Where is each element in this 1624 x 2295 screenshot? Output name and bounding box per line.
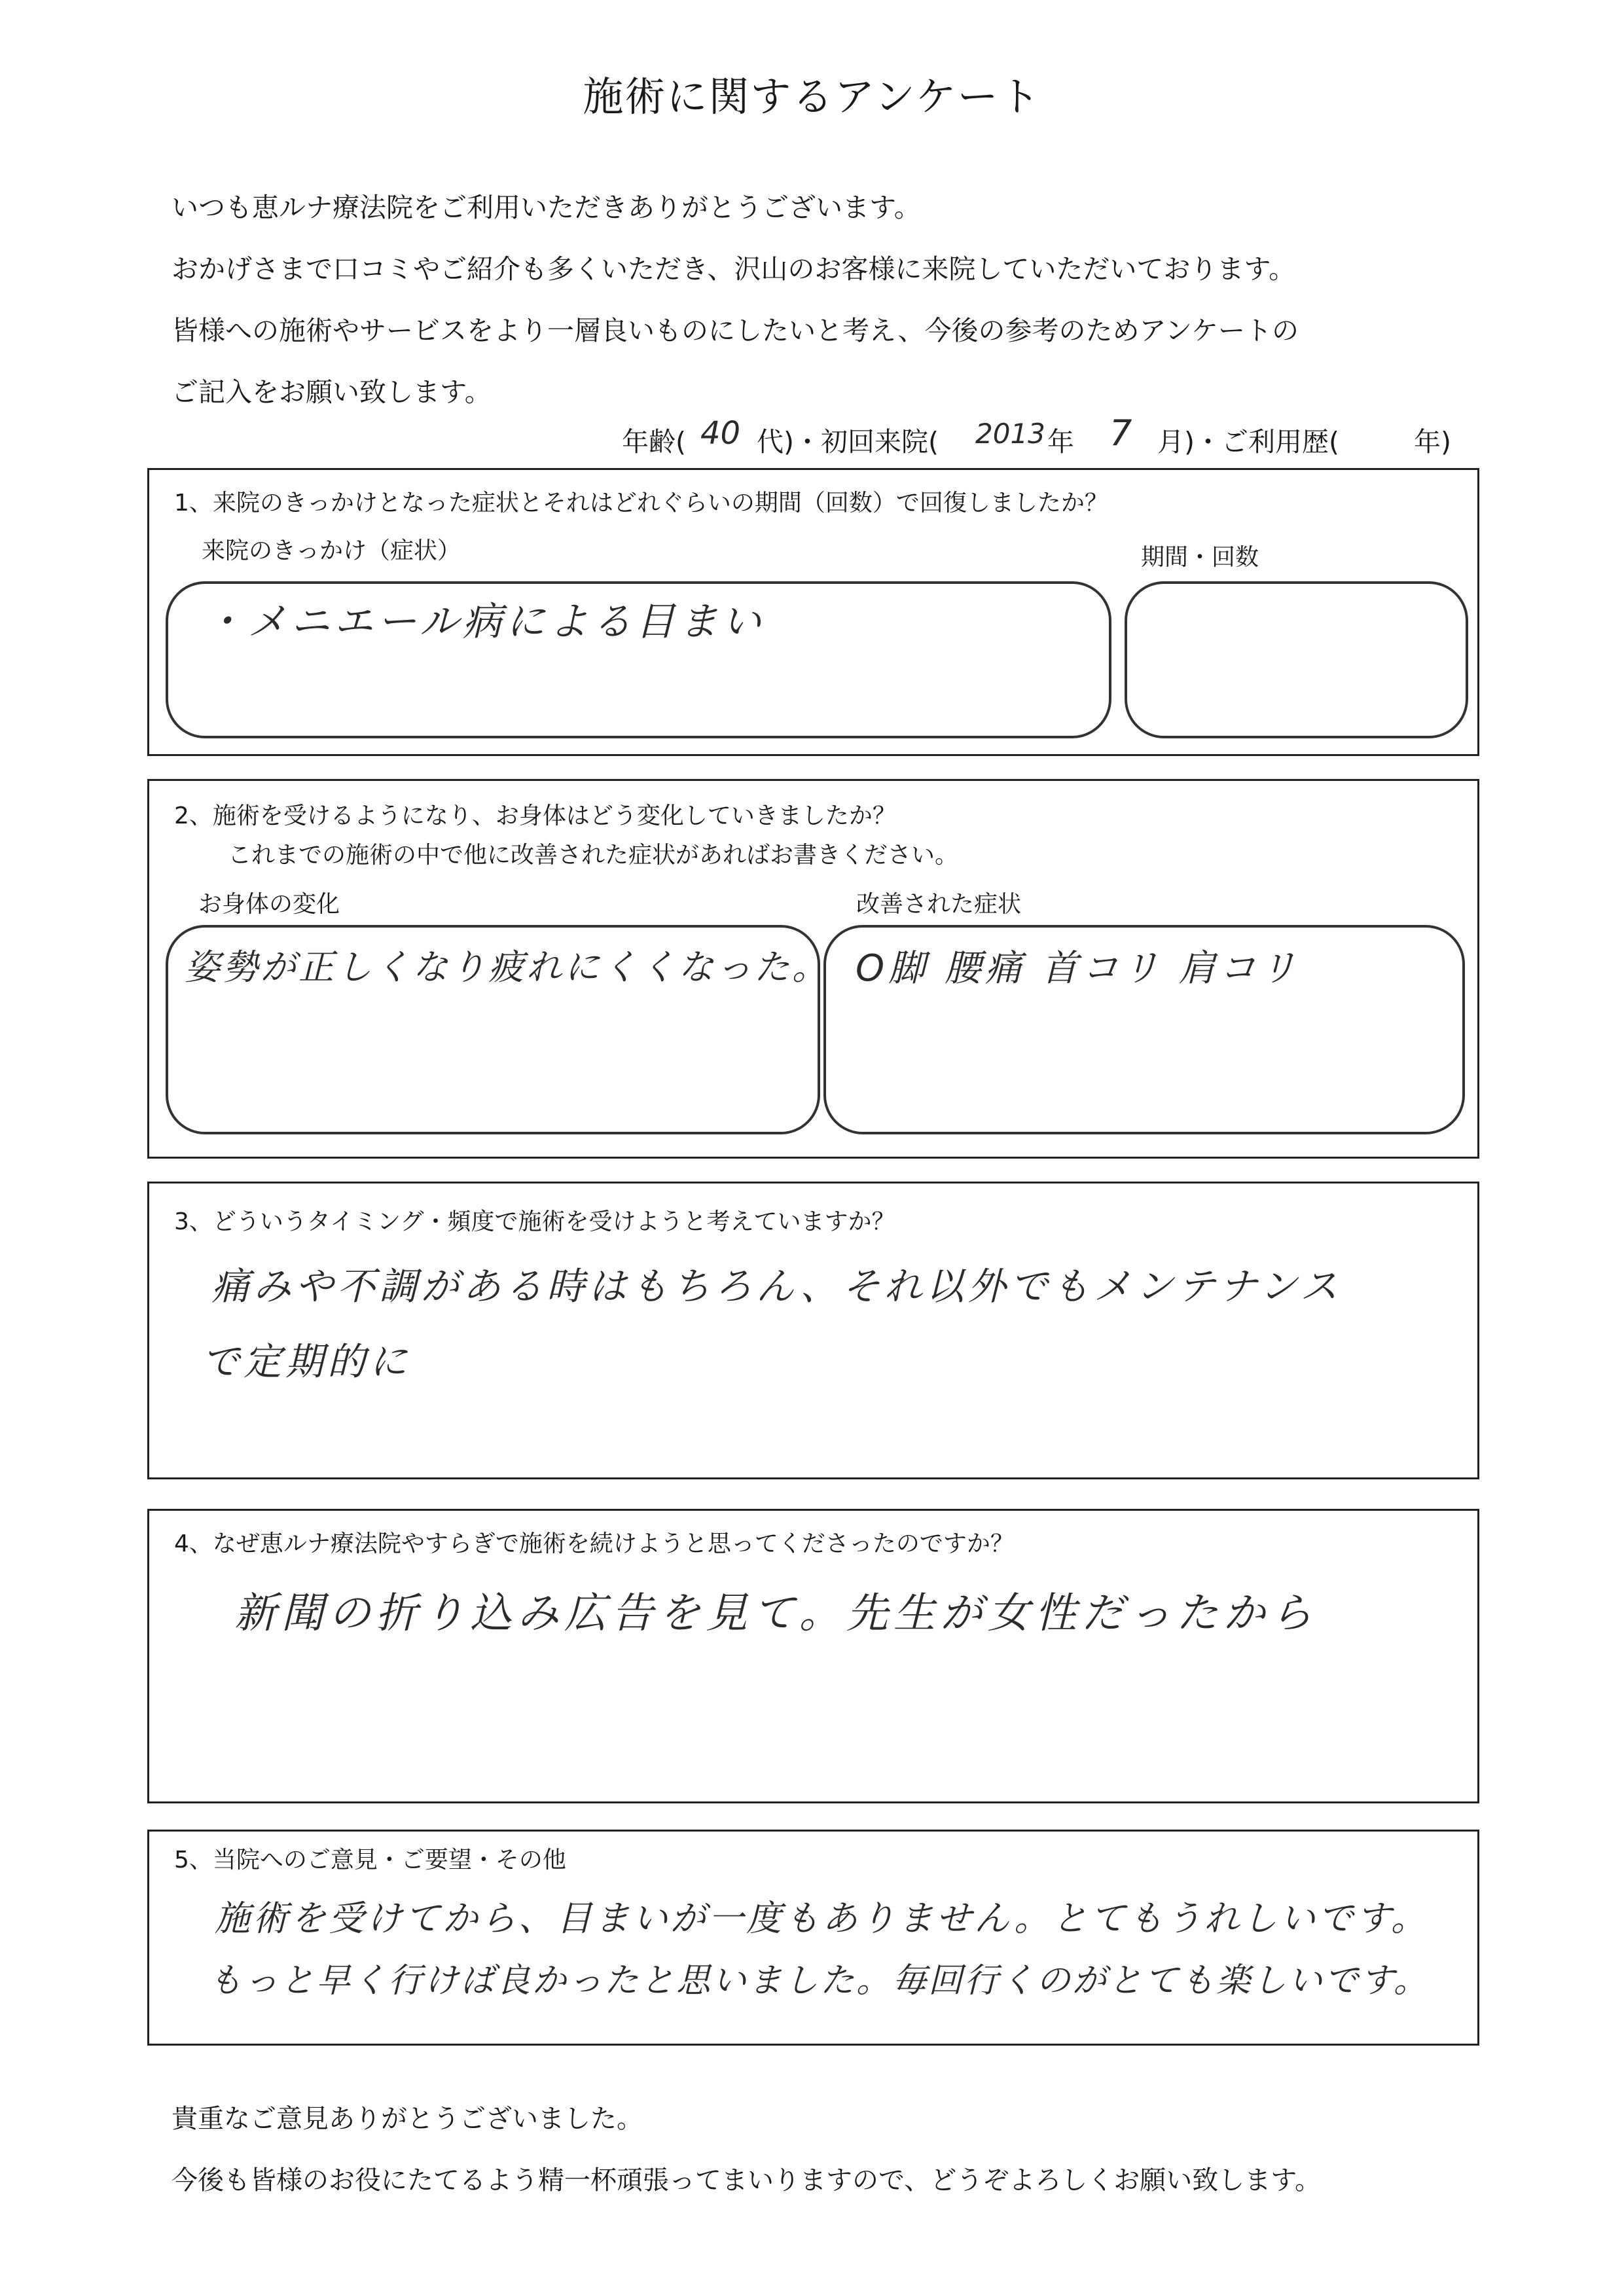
question-3-answer-line2[interactable]: で定期的に <box>202 1339 412 1384</box>
page-title: 施術に関するアンケート <box>583 73 1041 120</box>
question-5-answer-line1[interactable]: 施術を受けてから、目まいが一度もありません。とてもうれしいです。 <box>215 1898 1429 1939</box>
body-change-label: お身体の変化 <box>198 891 340 918</box>
age-value[interactable]: 40 <box>700 415 741 452</box>
body-change-field[interactable] <box>166 925 830 1134</box>
intro-line: おかげさまで口コミやご紹介も多くいただき、沢山のお客様に来院していただいております。 <box>171 253 1296 285</box>
intro-text <box>171 177 1299 423</box>
intro-line: 皆様への施術やサービスをより一層良いものにしたいと考え、今後の参考のためアンケートの <box>171 315 1299 346</box>
question-3-text: 3、どういうタイミング・頻度で施術を受けようと考えていますか？ <box>174 1208 895 1235</box>
question-4-text: 4、なぜ恵ルナ療法院やすらぎで施術を続けようと思ってくださったのですか？ <box>174 1530 1014 1557</box>
improved-symptoms-field[interactable] <box>823 925 1465 1134</box>
improved-symptoms-answer: O脚 腰痛 首コリ 肩コリ <box>856 947 1301 990</box>
symptom-label: 来院のきっかけ（症状） <box>202 537 461 564</box>
question-2-text: 2、施術を受けるようになり、お身体はどう変化していきましたか？ <box>174 803 896 829</box>
month-label: 月)・ご利用歴( <box>1157 426 1339 458</box>
period-label: 期間・回数 <box>1141 544 1259 571</box>
intro-line: いつも恵ルナ療法院をご利用いただきありがとうございます。 <box>171 192 921 223</box>
question-4-answer[interactable]: 新聞の折り込み広告を見て。先生が女性だったから <box>234 1589 1318 1638</box>
age-label: 年齢( <box>622 426 686 458</box>
period-field[interactable] <box>1125 581 1468 738</box>
question-2-text-line2: これまでの施術の中で他に改善された症状があればお書きください。 <box>228 842 959 869</box>
question-5-text: 5、当院へのご意見・ご要望・その他 <box>174 1847 566 1873</box>
first-visit-month-value[interactable]: 7 <box>1110 412 1132 454</box>
age-suffix: 代)・初回来院( <box>757 426 939 458</box>
question-3-box <box>147 1182 1479 1479</box>
question-5-answer-line2[interactable]: もっと早く行けば良かったと思いました。毎回行くのがとても楽しいです。 <box>208 1961 1430 2000</box>
question-1-box <box>147 468 1479 756</box>
question-3-answer-line1[interactable]: 痛みや不調がある時はもちろん、それ以外でもメンテナンス <box>211 1264 1342 1309</box>
question-4-box <box>147 1509 1479 1803</box>
first-visit-year-value[interactable]: 2013 <box>975 418 1045 450</box>
symptom-field[interactable] <box>166 581 1111 738</box>
question-5-box <box>147 1830 1479 2046</box>
body-change-answer: 姿勢が正しくなり疲れにくくなった。 <box>185 947 830 988</box>
closing-line: 貴重なご意見ありがとうございました。 <box>171 2104 643 2134</box>
symptom-answer: ・メニエール病による目まい <box>204 599 765 645</box>
year-label: 年 <box>1047 426 1074 458</box>
closing-text <box>171 2088 1321 2211</box>
improved-symptoms-label: 改善された症状 <box>856 891 1022 918</box>
usage-suffix: 年) <box>1414 426 1451 458</box>
intro-line: ご記入をお願い致します。 <box>171 376 492 408</box>
closing-line: 今後も皆様のお役にたてるよう精一杯頑張ってまいりますので、どうぞよろしくお願い致します。 <box>171 2165 1321 2196</box>
question-2-box <box>147 779 1479 1159</box>
respondent-info <box>622 411 1479 463</box>
question-1-text: 1、来院のきっかけとなった症状とそれはどれぐらいの期間（回数）で回復しましたか？ <box>174 490 1108 516</box>
